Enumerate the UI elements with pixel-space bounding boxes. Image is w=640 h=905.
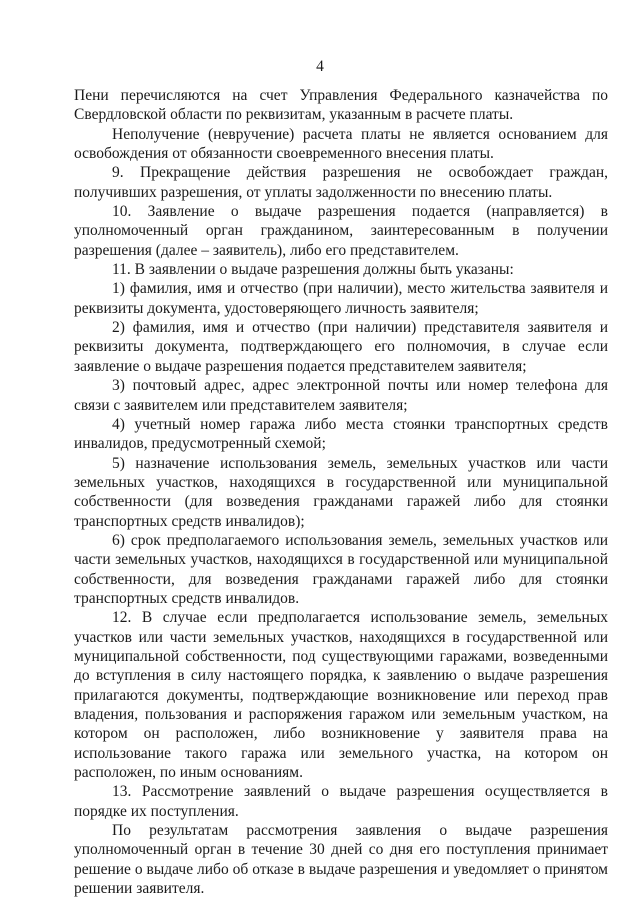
paragraph: По результатам рассмотрения заявления о выдаче разрешения уполномоченный орган в течение 30 дней со дня его поступления принимает решение о выдаче либо об отказе в выдаче разрешения и уведомляет о принятом решении заявителя.: [74, 822, 608, 898]
paragraph: 11. В заявлении о выдаче разрешения должны быть указаны:: [112, 261, 514, 279]
paragraph: 4) учетный номер гаража либо места стоянки транспортных средств инвалидов, предусмотренный схемой;: [74, 415, 608, 453]
page-number: 4: [316, 58, 324, 75]
paragraph: 6) срок предполагаемого использования земель, земельных участков или части земельных участков, находящихся в государственной или муниципальной собственности, для возведения гражданами гаражей либо для стоянки транспортных средств инвалидов.: [74, 531, 608, 607]
document-body: [74, 86, 608, 898]
paragraph: 13. Рассмотрение заявлений о выдаче разрешения осуществляется в порядке их поступления.: [74, 783, 608, 820]
paragraph: 12. В случае если предполагается использование земель, земельных участков или части земельных участков, находящихся в государственной или муниципальной собственности, под существующими гаражами, возведенными до вступления в силу настоящего порядка, к заявлению о выдаче разрешения прилагаются документы, подтверждающие возникновение или переход прав владения, пользования и распоряжения гаражом или земельным участком, на котором он расположен, либо возникновение у заявителя права на использование такого гаража или земельного участка, на котором он расположен, по иным основаниям.: [74, 609, 608, 782]
paragraph: 5) назначение использования земель, земельных участков или части земельных участков, находящихся в государственной или муниципальной собственности (для возведения гражданами гаражей либо для стоянки транспортных средств инвалидов);: [74, 454, 608, 530]
paragraph: 3) почтовый адрес, адрес электронной почты или номер телефона для связи с заявителем или представителем заявителя;: [74, 377, 608, 414]
paragraph: Неполучение (невручение) расчета платы не является основанием для освобождения от обязанности своевременного внесения платы.: [74, 125, 608, 163]
paragraph: 9. Прекращение действия разрешения не освобождает граждан, получивших разрешения, от уплаты задолженности по внесению платы.: [74, 164, 608, 201]
paragraph: 2) фамилия, имя и отчество (при наличии) представителя заявителя и реквизиты документа, подтверждающего его полномочия, в случае если заявление о выдаче разрешения подается представителем заявителя;: [74, 319, 608, 375]
paragraph: 1) фамилия, имя и отчество (при наличии), место жительства заявителя и реквизиты документа, удостоверяющего личность заявителя;: [74, 280, 608, 317]
paragraph: Пени перечисляются на счет Управления Федерального казначейства по Свердловской области по реквизитам, указанным в расчете платы.: [74, 87, 608, 124]
paragraph: 10. Заявление о выдаче разрешения подается (направляется) в уполномоченный орган гражданином, заинтересованным в получении разрешения (далее – заявитель), либо его представителем.: [74, 203, 608, 259]
